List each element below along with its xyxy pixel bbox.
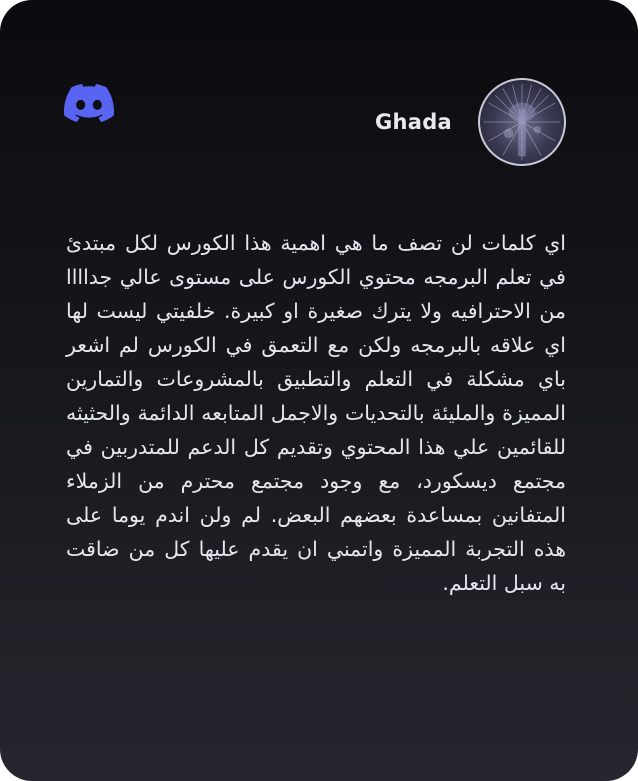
user-avatar[interactable] xyxy=(478,78,566,166)
avatar-image xyxy=(480,80,564,164)
username: Ghada xyxy=(374,110,452,134)
review-author xyxy=(375,76,566,168)
discord-icon xyxy=(64,84,114,122)
review-text: اي كلمات لن تصف ما هي اهمية هذا الكورس لكل مبتدئ في تعلم البرمجه محتوي الكورس على مستوى عالي جداااا من الاحترافيه ولا يترك صغيرة او كبيرة. خلفيتي ليست لها اي علاقه بالبرمجه ولكن مع التعمق في الكورس لم اشعر باي مشكلة في التعلم والتطبيق بالمشروعات والتمارين المميزة والمليئة بالتحديات والاجمل المتابعه الدائمة والحثيثه للقائمين علي هذا المحتوي وتقديم كل الدعم للمتدربين في مجتمع ديسكورد، مع وجود مجتمع محترم من الزملاء المتفانين بمساعدة بعضهم البعض. لم ولن اندم يوما على هذه التجربة المميزة واتمني ان يقدم عليها كل من ضاقت به سبل التعلم. xyxy=(66,231,566,595)
